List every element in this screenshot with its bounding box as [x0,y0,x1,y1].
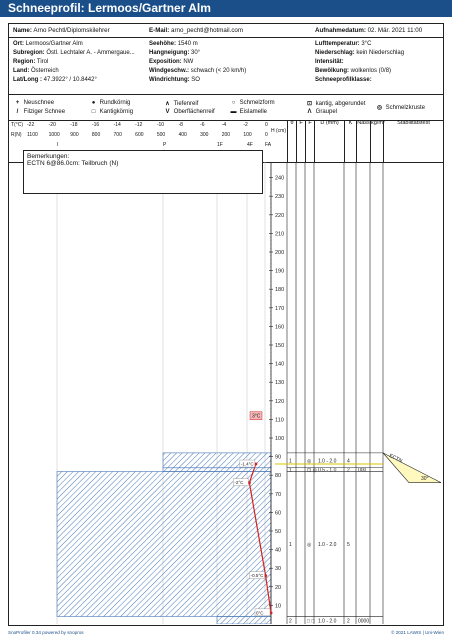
meta-label: Lufttemperatur: [315,41,360,47]
height-tick-label: 230 [275,194,285,201]
meta-label: Subregion: [13,50,45,56]
meta-label: Schneeprofilklasse: [315,77,372,83]
graupel-icon: Λ [307,109,312,115]
meta-value: 3°C [361,41,372,47]
bar-icon: ▬ [230,109,237,115]
remarks-box [23,150,263,194]
rounded-square-icon: ⊡ [306,101,313,107]
circle-icon: ○ [231,100,236,106]
ram-tick: 100 [243,132,252,138]
legend-item [89,109,133,115]
profile-chart [9,162,443,624]
meta-value: SO [191,77,200,83]
col-f-label: F [299,120,303,126]
col-f2-label: F [308,120,312,126]
height-tick-label: 150 [275,343,285,349]
layer-cell: 1 [289,458,292,465]
layer-cell: 2 [347,467,350,474]
col-d [314,120,344,162]
layer-cell: 4 [347,458,350,465]
layer-cell: ◎ [307,458,312,465]
col-nass-label: Nass [357,120,370,126]
height-tick-label: 90 [275,454,282,461]
height-tick-label: 130 [275,380,285,387]
col-kgm [370,120,383,162]
weather-column [315,40,404,85]
col-stability [383,120,443,162]
height-tick-label: 70 [275,491,282,498]
meta-value: Lermoos/Gartner Alm [25,41,83,47]
stability-test-label: ECTN [388,452,404,465]
col-kgm-label: kg/m³ [371,120,385,126]
layer-cell: 1.0 - 2.0 [318,618,337,624]
meta-value: 30° [191,50,201,56]
slash-icon: / [16,109,19,115]
snow-layer-bar [57,471,271,616]
layer-cell: ⊡ ◎ [307,467,317,474]
footer-credit: SnoProfiler 0.34 powered by snopros [8,630,84,635]
height-tick-label: 50 [275,529,282,535]
stability-angle-label: 30° [421,475,429,482]
temp-tick: -6 [200,122,205,128]
page-title: Schneeprofil: Lermoos/Gartner Alm [0,0,452,17]
layer-cell: ◎ [307,542,312,549]
date-field [315,27,422,34]
dot-icon: ● [91,100,96,106]
hand-tick: I [57,142,59,148]
email-label: E-Mail: [149,27,170,34]
col-stability-label: Stabilitätstest [397,120,430,126]
layer-cell: 0000 [358,618,370,624]
hand-tick: P [163,142,167,148]
height-tick-label: 210 [275,231,285,238]
temperature-label: -0.5°C [250,573,264,579]
col-nass [356,120,370,162]
footer-copyright: © 2021 LAWIS | Uni-Wien [391,630,444,635]
date-label: Aufnahmedatum: [315,27,366,34]
legend-label: Tiefenreif [173,101,199,107]
hand-tick: 1F [217,142,223,148]
height-tick-label: 190 [275,268,285,275]
ram-tick: 1000 [48,132,60,138]
temp-tick: -16 [91,122,100,128]
legend-item [89,100,130,106]
meta-value: wolkenlos (0/8) [350,68,392,74]
meta-label: Exposition: [149,59,182,65]
height-tick-label: 200 [275,250,285,256]
ram-tick: 600 [135,132,144,138]
observer-row [9,24,443,38]
temperature-label: -2°C [234,480,244,486]
location-column [13,40,135,85]
legend-item [13,109,65,115]
ram-tick: 200 [221,132,231,138]
temp-tick: -12 [135,122,143,128]
meta-label: Intensität: [315,59,344,65]
layer-cell: 1.0 - 2.0 [318,458,337,465]
layer-cell: 2 [347,618,350,624]
grain-legend [9,98,443,121]
legend-label: kantig, abgerundet [315,101,366,107]
meta-label: Seehöhe: [149,41,177,47]
hand-tick: 4F [247,142,253,148]
legend-item [163,109,215,115]
legend-label: Schmelzform [239,100,275,106]
layer-cell: 5 [347,542,350,549]
layer-cell: 2 [289,618,292,624]
temp-tick: 0 [265,122,268,128]
layer-cell: 000 [358,467,367,474]
ram-tick: 1100 [27,132,38,138]
ram-tick: 400 [178,132,187,138]
temp-tick: -22 [27,122,35,128]
terrain-column [149,40,246,85]
temp-axis-label: T(°C) [11,122,23,128]
legend-label: Rundkörnig [99,100,131,106]
height-axis-label: H (cm) [271,128,286,134]
height-tick-label: 120 [275,398,285,405]
site-metadata [9,40,443,95]
meta-label: Region: [13,59,36,65]
height-tick-label: 220 [275,212,285,219]
email-field [149,27,243,34]
col-theta-label: θ [290,120,294,126]
layer-cell: 1.0 - 2.0 [318,542,337,549]
melt-crust-icon: ◎ [376,105,383,111]
date-value: 02. Mär. 2021 11:00 [367,27,423,34]
ram-tick: 300 [200,132,209,138]
height-tick-label: 110 [275,417,284,424]
name-field [13,27,110,34]
snow-layer-bar [217,617,271,624]
legend-label: Filziger Schnee [23,109,66,115]
legend-label: Oberflächenreif [173,109,215,115]
height-tick-label: 20 [275,584,282,591]
meta-value: Östl. Lechtaler A. - Ammergaue... [46,50,135,56]
name-label: Name: [13,27,32,34]
height-tick-label: 30 [275,566,282,573]
height-tick-label: 40 [275,547,282,554]
height-tick-label: 10 [275,603,282,610]
legend-label: Graupel [315,109,338,115]
meta-value: 1540 m [177,41,198,47]
temperature-label: 0°C [256,610,264,616]
height-tick-label: 140 [275,361,285,368]
legend-label: Kantigkörnig [99,109,134,115]
v-icon: V [165,109,170,115]
meta-label: Niederschlag: [315,50,355,56]
meta-label: Bewölkung: [315,68,349,74]
profile-sheet [8,23,444,626]
ram-tick: 500 [156,132,166,138]
legend-label: Schmelzkruste [385,105,426,111]
col-f2 [305,120,314,162]
height-tick-label: 180 [275,287,285,294]
layer-cell: 1 [289,467,292,474]
hand-tick: FA [265,142,272,148]
col-f [296,120,305,162]
ram-tick: 0 [265,132,268,138]
legend-item [229,100,275,106]
col-k-label: K [348,120,353,126]
temp-tick: -18 [70,122,78,128]
caret-icon: ∧ [165,101,170,107]
temp-tick: -14 [113,122,121,128]
legend-label: Eislamelle [239,109,268,115]
height-tick-label: 170 [275,305,285,312]
email-value: arno_pechtl@hotmail.com [171,27,244,34]
col-theta [287,120,296,162]
square-icon: □ [91,109,96,115]
temp-tick: -20 [48,122,56,128]
layer-cell: 0.5 - 1.0 [318,467,337,474]
surface-temp-label: 3°C [252,413,261,420]
meta-value: Tirol [36,59,49,65]
height-tick-label: 100 [275,436,285,442]
meta-label: Land: [13,68,30,74]
name-value: Arno Pechtl/Diplomskilehrer [33,27,110,34]
meta-label: Lat/Long : [13,77,42,83]
layer-cell: □ □ [307,618,315,624]
legend-item [163,100,198,107]
temp-tick: -10 [156,122,165,128]
ram-axis-label: R(N) [11,132,22,138]
meta-label: Ort: [13,41,24,47]
meta-value: NW [183,59,194,65]
height-tick-label: 60 [275,510,282,517]
ram-tick: 900 [70,132,79,138]
remarks-label: Bemerkungen: [27,153,70,160]
meta-label: Windrichtung: [149,77,190,83]
legend-item [305,109,337,115]
height-tick-label: 240 [275,175,285,182]
meta-value: schwach (< 20 km/h) [190,68,247,74]
meta-label: Hangneigung: [149,50,190,56]
meta-label: Windgeschw.: [149,68,190,74]
ram-tick: 800 [91,132,101,138]
meta-value: 47.3922° / 10.8442° [43,77,97,83]
meta-value: Österreich [31,68,59,74]
remarks-text: ECTN 6@86.0cm: Teilbruch (N) [27,160,119,167]
col-k [344,120,356,162]
col-d-label: D (mm) [320,120,339,126]
meta-value: kein Niederschlag [356,50,405,56]
legend-item [375,104,425,111]
temp-tick: -2 [243,122,248,128]
legend-item [229,109,267,115]
temp-tick: -8 [178,122,183,128]
height-tick-label: 80 [275,473,282,480]
legend-label: Neuschnee [23,100,55,106]
ram-tick: 700 [113,132,122,138]
temperature-label: -1.4°C [240,461,254,467]
legend-item [305,100,365,107]
plus-icon: + [15,100,20,106]
height-tick-label: 160 [275,324,285,331]
temp-tick: -4 [221,122,227,128]
layer-cell: 1 [289,542,292,549]
legend-item [13,100,54,106]
